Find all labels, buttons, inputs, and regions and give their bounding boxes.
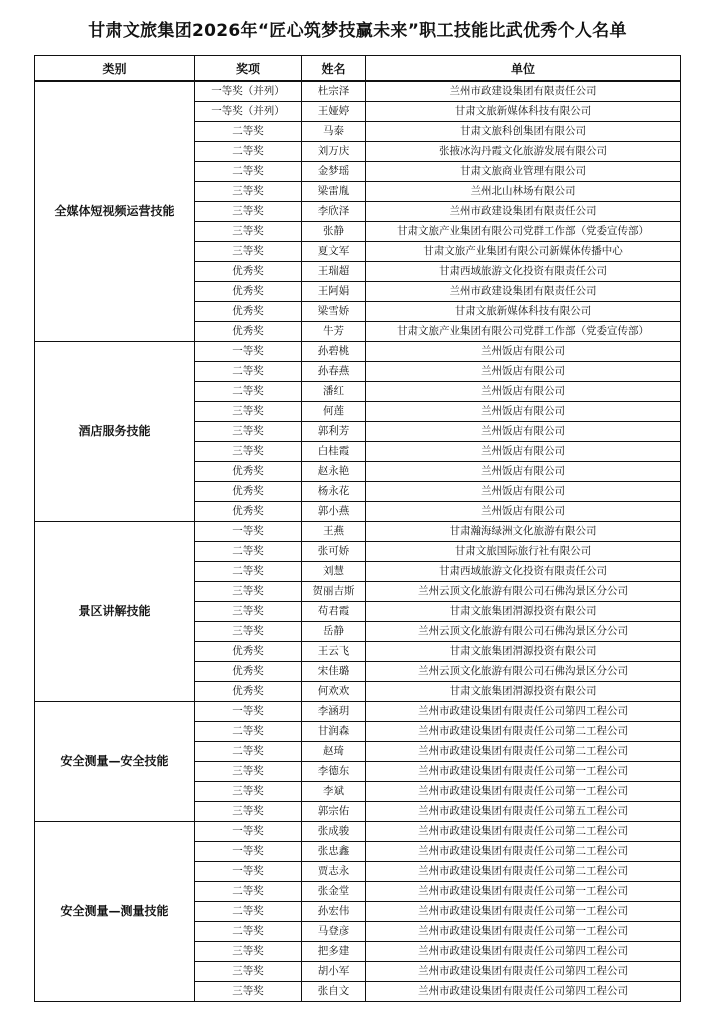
award-cell: 优秀奖	[195, 682, 302, 702]
unit-cell: 兰州市政建设集团有限责任公司	[366, 202, 681, 222]
name-cell: 郭利芳	[302, 422, 366, 442]
name-cell: 李斌	[302, 782, 366, 802]
unit-cell: 甘肃文旅新媒体科技有限公司	[366, 102, 681, 122]
table-header-row	[35, 56, 681, 82]
award-cell: 三等奖	[195, 442, 302, 462]
unit-cell: 甘肃文旅集团渭源投资有限公司	[366, 682, 681, 702]
awards-table	[34, 55, 681, 1002]
unit-cell: 甘肃文旅产业集团有限公司党群工作部（党委宣传部）	[366, 322, 681, 342]
name-cell: 苟君霞	[302, 602, 366, 622]
unit-cell: 兰州市政建设集团有限责任公司第一工程公司	[366, 782, 681, 802]
award-cell: 二等奖	[195, 362, 302, 382]
name-cell: 潘红	[302, 382, 366, 402]
name-cell: 李涵玥	[302, 702, 366, 722]
name-cell: 张静	[302, 222, 366, 242]
name-cell: 李欣泽	[302, 202, 366, 222]
unit-cell: 甘肃西域旅游文化投资有限责任公司	[366, 562, 681, 582]
name-cell: 牛芳	[302, 322, 366, 342]
award-cell: 三等奖	[195, 582, 302, 602]
award-cell: 优秀奖	[195, 502, 302, 522]
award-cell: 二等奖	[195, 542, 302, 562]
award-cell: 一等奖	[195, 342, 302, 362]
unit-cell: 甘肃文旅商业管理有限公司	[366, 162, 681, 182]
table-row	[35, 822, 681, 842]
award-cell: 二等奖	[195, 722, 302, 742]
header-name: 姓名	[302, 56, 366, 82]
award-cell: 一等奖	[195, 842, 302, 862]
award-cell: 三等奖	[195, 602, 302, 622]
name-cell: 王燕	[302, 522, 366, 542]
table-row	[35, 702, 681, 722]
unit-cell: 甘肃西域旅游文化投资有限责任公司	[366, 262, 681, 282]
unit-cell: 兰州饭店有限公司	[366, 422, 681, 442]
header-unit: 单位	[366, 56, 681, 82]
name-cell: 杜宗泽	[302, 81, 366, 102]
name-cell: 甘润森	[302, 722, 366, 742]
name-cell: 杨永花	[302, 482, 366, 502]
award-cell: 三等奖	[195, 762, 302, 782]
name-cell: 白桂霞	[302, 442, 366, 462]
award-cell: 优秀奖	[195, 462, 302, 482]
unit-cell: 兰州饭店有限公司	[366, 442, 681, 462]
name-cell: 张可娇	[302, 542, 366, 562]
category-cell: 酒店服务技能	[35, 342, 195, 522]
unit-cell: 兰州市政建设集团有限责任公司第四工程公司	[366, 982, 681, 1002]
header-category: 类别	[35, 56, 195, 82]
award-cell: 一等奖	[195, 522, 302, 542]
name-cell: 孙宏伟	[302, 902, 366, 922]
unit-cell: 兰州云顶文化旅游有限公司石佛沟景区分公司	[366, 582, 681, 602]
category-cell: 景区讲解技能	[35, 522, 195, 702]
unit-cell: 兰州市政建设集团有限责任公司第二工程公司	[366, 842, 681, 862]
category-cell: 安全测量—测量技能	[35, 822, 195, 1002]
unit-cell: 张掖冰沟丹霞文化旅游发展有限公司	[366, 142, 681, 162]
unit-cell: 兰州市政建设集团有限责任公司第二工程公司	[366, 862, 681, 882]
award-cell: 二等奖	[195, 902, 302, 922]
name-cell: 马泰	[302, 122, 366, 142]
category-cell: 安全测量—安全技能	[35, 702, 195, 822]
unit-cell: 兰州市政建设集团有限责任公司	[366, 81, 681, 102]
award-cell: 优秀奖	[195, 662, 302, 682]
award-cell: 一等奖（并列）	[195, 81, 302, 102]
unit-cell: 兰州市政建设集团有限责任公司第二工程公司	[366, 742, 681, 762]
unit-cell: 兰州市政建设集团有限责任公司第二工程公司	[366, 722, 681, 742]
name-cell: 王娅婷	[302, 102, 366, 122]
unit-cell: 兰州饭店有限公司	[366, 342, 681, 362]
table-row	[35, 342, 681, 362]
award-cell: 三等奖	[195, 242, 302, 262]
name-cell: 何欢欢	[302, 682, 366, 702]
award-cell: 三等奖	[195, 982, 302, 1002]
award-cell: 二等奖	[195, 382, 302, 402]
award-cell: 二等奖	[195, 562, 302, 582]
unit-cell: 甘肃文旅集团渭源投资有限公司	[366, 642, 681, 662]
unit-cell: 兰州饭店有限公司	[366, 462, 681, 482]
unit-cell: 兰州云顶文化旅游有限公司石佛沟景区分公司	[366, 622, 681, 642]
award-cell: 三等奖	[195, 782, 302, 802]
unit-cell: 兰州饭店有限公司	[366, 382, 681, 402]
name-cell: 王云飞	[302, 642, 366, 662]
unit-cell: 兰州市政建设集团有限责任公司第一工程公司	[366, 882, 681, 902]
name-cell: 何莲	[302, 402, 366, 422]
unit-cell: 兰州饭店有限公司	[366, 402, 681, 422]
unit-cell: 兰州北山林场有限公司	[366, 182, 681, 202]
award-cell: 二等奖	[195, 882, 302, 902]
unit-cell: 兰州市政建设集团有限责任公司第一工程公司	[366, 922, 681, 942]
name-cell: 梁雷胤	[302, 182, 366, 202]
award-cell: 优秀奖	[195, 302, 302, 322]
unit-cell: 兰州市政建设集团有限责任公司第二工程公司	[366, 822, 681, 842]
name-cell: 金梦瑶	[302, 162, 366, 182]
unit-cell: 兰州饭店有限公司	[366, 362, 681, 382]
name-cell: 王阿娟	[302, 282, 366, 302]
award-cell: 三等奖	[195, 202, 302, 222]
name-cell: 梁雪娇	[302, 302, 366, 322]
award-cell: 三等奖	[195, 182, 302, 202]
name-cell: 胡小军	[302, 962, 366, 982]
table-row	[35, 522, 681, 542]
table-row	[35, 81, 681, 102]
unit-cell: 兰州市政建设集团有限责任公司第四工程公司	[366, 962, 681, 982]
award-cell: 优秀奖	[195, 262, 302, 282]
unit-cell: 兰州市政建设集团有限责任公司第一工程公司	[366, 762, 681, 782]
award-cell: 一等奖	[195, 702, 302, 722]
award-cell: 优秀奖	[195, 482, 302, 502]
name-cell: 张金堂	[302, 882, 366, 902]
unit-cell: 甘肃文旅产业集团有限公司党群工作部（党委宣传部）	[366, 222, 681, 242]
award-cell: 优秀奖	[195, 322, 302, 342]
award-cell: 三等奖	[195, 622, 302, 642]
award-cell: 三等奖	[195, 802, 302, 822]
name-cell: 郭宗佑	[302, 802, 366, 822]
name-cell: 孙春燕	[302, 362, 366, 382]
name-cell: 郭小燕	[302, 502, 366, 522]
award-cell: 一等奖	[195, 822, 302, 842]
name-cell: 贺丽吉斯	[302, 582, 366, 602]
unit-cell: 甘肃文旅新媒体科技有限公司	[366, 302, 681, 322]
award-cell: 一等奖	[195, 862, 302, 882]
name-cell: 刘万庆	[302, 142, 366, 162]
name-cell: 宋佳璐	[302, 662, 366, 682]
name-cell: 孙碧桃	[302, 342, 366, 362]
award-cell: 一等奖（并列）	[195, 102, 302, 122]
name-cell: 李德东	[302, 762, 366, 782]
award-cell: 二等奖	[195, 742, 302, 762]
unit-cell: 甘肃文旅集团渭源投资有限公司	[366, 602, 681, 622]
category-cell: 全媒体短视频运营技能	[35, 81, 195, 342]
unit-cell: 兰州市政建设集团有限责任公司第五工程公司	[366, 802, 681, 822]
unit-cell: 兰州云顶文化旅游有限公司石佛沟景区分公司	[366, 662, 681, 682]
name-cell: 赵琦	[302, 742, 366, 762]
unit-cell: 甘肃瀚海绿洲文化旅游有限公司	[366, 522, 681, 542]
award-cell: 二等奖	[195, 162, 302, 182]
name-cell: 夏文军	[302, 242, 366, 262]
page-title: 甘肃文旅集团2026年“匠心筑梦技赢未来”职工技能比武优秀个人名单	[88, 21, 627, 41]
unit-cell: 兰州饭店有限公司	[366, 502, 681, 522]
name-cell: 岳静	[302, 622, 366, 642]
award-cell: 三等奖	[195, 402, 302, 422]
name-cell: 张忠鑫	[302, 842, 366, 862]
unit-cell: 兰州市政建设集团有限责任公司第四工程公司	[366, 702, 681, 722]
award-cell: 三等奖	[195, 962, 302, 982]
name-cell: 马登彦	[302, 922, 366, 942]
name-cell: 刘慧	[302, 562, 366, 582]
award-cell: 二等奖	[195, 922, 302, 942]
award-cell: 优秀奖	[195, 282, 302, 302]
table-body	[35, 81, 681, 1002]
award-cell: 优秀奖	[195, 642, 302, 662]
award-cell: 三等奖	[195, 222, 302, 242]
award-cell: 三等奖	[195, 942, 302, 962]
award-cell: 二等奖	[195, 142, 302, 162]
name-cell: 贾志永	[302, 862, 366, 882]
award-cell: 三等奖	[195, 422, 302, 442]
unit-cell: 兰州市政建设集团有限责任公司	[366, 282, 681, 302]
name-cell: 把多建	[302, 942, 366, 962]
unit-cell: 兰州市政建设集团有限责任公司第四工程公司	[366, 942, 681, 962]
unit-cell: 兰州饭店有限公司	[366, 482, 681, 502]
unit-cell: 甘肃文旅产业集团有限公司新媒体传播中心	[366, 242, 681, 262]
unit-cell: 甘肃文旅国际旅行社有限公司	[366, 542, 681, 562]
unit-cell: 甘肃文旅科创集团有限公司	[366, 122, 681, 142]
name-cell: 张自文	[302, 982, 366, 1002]
header-award: 奖项	[195, 56, 302, 82]
award-cell: 二等奖	[195, 122, 302, 142]
unit-cell: 兰州市政建设集团有限责任公司第一工程公司	[366, 902, 681, 922]
name-cell: 王瑞超	[302, 262, 366, 282]
name-cell: 张成骏	[302, 822, 366, 842]
name-cell: 赵永艳	[302, 462, 366, 482]
